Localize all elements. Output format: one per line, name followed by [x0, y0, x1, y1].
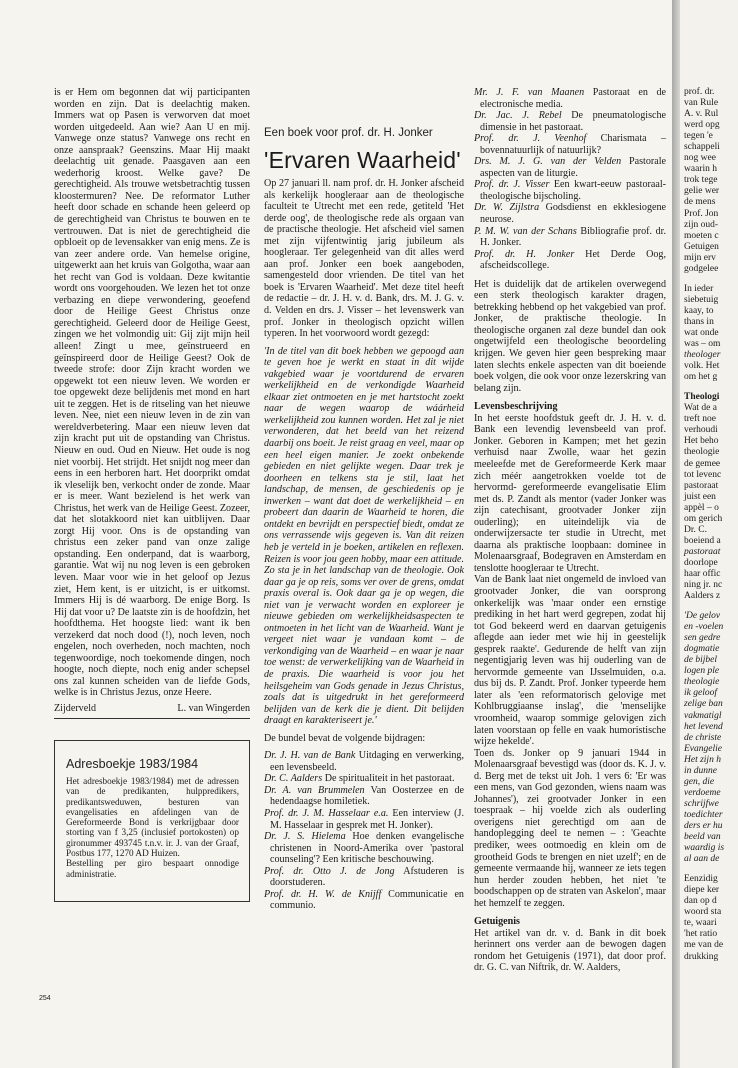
- contributions-list-b: [474, 87, 666, 272]
- section-heading-levensbeschrijving: Levensbeschrijving: [474, 401, 558, 413]
- contribution-item: Drs. M. J. G. van der Velden Pastorale aspecten van de liturgie.: [474, 156, 666, 179]
- middle-column: [264, 178, 464, 912]
- section-heading-getuigenis: Getuigenis: [474, 916, 520, 928]
- article-summary: Het is duidelijk dat de artikelen overwegend een sterk theologisch karakter dragen, betrekking hebbend op het vakgebied van prof. Jonker, de praktische theologie. In theologische organen zal deze bundel dan ook ongetwijfeld een theologische beoordeling krijgen. We geven hier geen bespreking maar laten slechts enkele aspecten van dit boeiende boek volgen, die ook voor onze lezerskring van belang zijn.: [474, 278, 666, 394]
- box-body: Het adresboekje 1983/1984) met de adressen van de predikanten, hulppredikers, predikantsweduwen, besturen van evangelisaties en afdelingen van de Gereformeerde Bond is verkrijgbaar door storting van f 3,25 (inclusief portokosten) op gironummer 493745 t.n.v. ir. J. van der Graaf, Postbus 177, 1270 AD Huizen.: [66, 776, 239, 859]
- contributions-list-a: [264, 750, 464, 912]
- contribution-item: Prof. dr. J. M. Hasselaar e.a. Een interview (J. M. Hasselaar in gesprek met H. Jonker).: [264, 807, 464, 831]
- article-kicker: Een boek voor prof. dr. H. Jonker: [264, 127, 433, 139]
- article-title: 'Ervaren Waarheid': [264, 147, 461, 173]
- contribution-item: P. M. W. van der Schans Bibliografie prof. dr. H. Jonker.: [474, 225, 666, 249]
- contribution-item: Dr. A. van Brummelen Van Oosterzee en de hedendaagse homiletiek.: [264, 784, 464, 808]
- magazine-page-right-cut: [680, 0, 738, 1068]
- article-quote: 'In de titel van dit boek hebben we gepoogd aan te geven hoe je werkt en staat in dit wijde vakgebied waar je voortdurend de ervaren werkelijkheid en de verkondigde Waarheid elkaar ziet ontmoeten en je met hartstocht zoekt naar de wegen waarop de wáárheid werkelijkheid zou kunnen worden. Het zal je niet verwonderen, dat het beeld van het reizend daarbij ons boeit. Je reist graag en veel, maar op een heel eigen manier. Je zoekt onbekende gebieden en niet gelijkte wegen. Daar trek je doorheen en telkens sta je stil, laat het landschap, de mensen, de geschiedenis op je inwerken – want dat doet de werkelijkheid – en probeert dan daarin de Waarheid te horen, die ontdekt en bevrijdt en perspectief biedt, omdat ze ons verrassende wijs gegeven is. Van dit reizen heb je verteld in je boeken, artikelen en reflexen. Reizen is voor jou geen hobby, maar een attitude. Zo sta je in het landschap van de theologie. Ook daar ga je op reis, soms ver over de grens, omdat praxis overal is. Ook daar ga je op wegen, die niet van je verwacht worden en exploreer je nieuwe gebieden om werkelijkheidsaspecten te ontmoeten in het licht van de Waarheid. Want je vergeet niet waar je vandaan komt – de verkondiging van de Waarheid – en waar je naar toe wenst: de verwerkelijking van de Waarheid in de praxis. Die waarheid is voor jou het heilsgeheim van Gods genade in Jezus Christus, zoals dat is uitgedrukt in het gereformeerd belijden van de kerk die je dient. Dit belijden draagt en karakteriseert je.': [264, 345, 464, 727]
- address-book-box: [54, 740, 250, 902]
- contributions-intro: De bundel bevat de volgende bijdragen:: [264, 732, 426, 744]
- section2-paragraph: Het artikel van dr. v. d. Bank in dit boek herinnert ons verder aan de bewogen dagen rondom het Getuigenis (1971), dat door prof. dr. G. C. van Niftrik, dr. W. Aalders,: [474, 927, 666, 974]
- article-intro: Op 27 januari ll. nam prof. dr. H. Jonker afscheid als kerkelijk hoogleraar aan de theologische faculteit te Utrecht met een rede, getiteld 'Het derde oog', de theologische rede als orgaan van de practische theologie. Het afscheid viel samen met zijn vijfentwintig jarig jubileum als hoogleraar. Ter gelegenheid van dit alles werd aan prof. Jonker een boek aangeboden, samengesteld door vrienden. De titel van het boek is 'Ervaren Waarheid'. Met deze titel heeft de redactie – dr. J. H. v. d. Bank, drs. M. J. G. v. d. Velden en drs. J. Visser – het levenswerk van prof. Jonker in theologisch opzicht willen typeren. In het voorwoord wordt gezegd:: [264, 178, 464, 340]
- contribution-item: Dr. J. S. Hielema Hoe denken evangelische christenen in Noord-Amerika over 'pastoral counseling'? Een kritische beschouwing.: [264, 831, 464, 866]
- box-note: Bestelling per giro bespaart onnodige administratie.: [66, 858, 239, 879]
- signature-place: Zijderveld: [54, 703, 97, 714]
- signature-line: [54, 703, 250, 714]
- divider: [54, 718, 250, 719]
- signature-author: L. van Wingerden: [177, 703, 250, 714]
- contribution-item: Prof. dr. Otto J. de Jong Afstuderen is doorstuderen.: [264, 865, 465, 889]
- meditation-paragraph: is er Hem om begonnen dat wij participanten worden en zijn. Dat is deelachtig maken. Immers wat op Pasen is verworven dat moet worden uitgedeeld. Aan wie? Aan U en mij. Vanwege onze status? Vanwege ons recht en onze aanspraak? Geenszins. Maar Hij maakt deelachtig uit genade. Paasgaven aan een wederhorig kroost. Welke gave? De gerechtigheid. Als trouwe wetsbetrachtig tussen kloostermuren? Nee. De reformator Luther heeft door schade en schande heen geleerd op de gerechtigheid van Christus te bouwen en te vertrouwen. Dat is niet de gerechtigheid die opbloeit op de levensakker van enig mens. Ze is van zeer andere orde. Van hemelse origine, uitgewerkt aan het kruis van Golgotha, waar aan het recht van God is voldaan. Deze kwitantie wordt ons voorgehouden. We lezen het tot onze verbazing en diepe verwondering, geoefend door de Heilige Geest Christus onze gerechtigheid. Geleerd door de Heilige Geest, zingen we het volmondig uit: Gij zijt mijn heil alleen! Zingt u mee, geïnstrueerd en geïnspireerd door de Heilige Geest? Ook de tweede strofe: door Zijn kracht worden we opgewekt tot een nieuw leven. We worden er toe opgewekt deze belijdenis met mond en hart uit te zeggen. Het is de ritseling van het nieuwe leven. Nee, niet een nieuw leven in de zin van wereldverbetering. Maar een nieuw leven dat zijn kracht put uit de opstanding van Christus. Nieuw en oud. Oud en Nieuw. Het oude is nog niet voorbij. Het strijdt. Het snijdt nog meer dan eens in een herboren hart. Het doorprikt omdat ik vleselijk ben, verkocht onder de zonde. Maar er is meer. Want bezielend is het werk van Christus, het werk van de Heilige Geest. Zozeer, dat het slotakkoord niet kan uitblijven. Daar zorgt Hij voor. Ons is de opstanding van christus een zeker pand van onze zalige opstanding. Een onderpand, dat is waarborg, garantie. Wat wij nu nog leven is een gebroken leven. Maar voor wie in het geloof op Jezus ziet, Hem kent, is er uitzicht, is er uitkomst. Immers Hij is dé waarborg. De enige Borg. Is Hij dat voor u? De laatste zin is de hoofdzin, het hoofdthema. Het hoogste lied: want ik ben verzekerd dat noch dood (!), noch leven, noch engelen, noch overheden, noch machten, noch tegenwoordige, noch toekomende dingen, noch hoogte, noch diepte, noch enig ander schepsel ons zal kunnen scheiden van de liefde Gods, welke is in Christus Jezus, onze Heere.: [54, 87, 250, 699]
- contribution-item: Prof. dr. J. Visser Een kwart-eeuw pastoraal-theologische bijscholing.: [474, 179, 666, 202]
- contribution-item: Dr. W. Zijlstra Godsdienst en ekklesiogene neurose.: [474, 202, 666, 226]
- contribution-item: Dr. Jac. J. Rebel De pneumatologische dimensie in het pastoraat.: [474, 110, 667, 133]
- left-column: [54, 87, 250, 699]
- next-page-column: prof. dr. van Rule A. v. Rul werd opg tegen 'e schappeli nog wee waarin h trok tege gelie wer de mens Prof. Jon zijn oud- moeten c Getuigen mijn erv godgelee In ieder siebetuig kaay, to thans in wat onde was – om theologer volk. Het om het g Theologi Wat de a treft noe verhoudi Het beho theologie de gemee tot levenc pastoraat juist een appèl – o om gerich Dr. C. boeiend a pastoraat doorlope haar offic ning jr. nc Aalders z 'De gelov en -voelen sen gedre dogmatie de bijbel logen ple theologie ik geloof zelige ban vakmatigl het levend de christe Evangelie Het zijn h in dunne gen, die verdoeme schrijfwe toedichter ders er hu beeld van waardig is al aan de Eenzidig diepe ker dan op d woord sta te, waari 'het ratio me van de drukking: [684, 87, 738, 963]
- contribution-item: Prof. dr. J. Veenhof Charismata – bovennatuurlijk of natuurlijk?: [474, 133, 666, 156]
- contribution-item: Prof. dr. H. W. de Knijff Communicatie en communio.: [264, 888, 464, 912]
- contribution-item: Mr. J. F. van Maanen Pastoraat en de electronische media.: [474, 87, 666, 110]
- section1-paragraph: Toen ds. Jonker op 9 januari 1944 in Molenaarsgraaf bevestigd was (door ds. K. J. v. d. Berg met de tekst uit Joh. 1 vers 6: 'Er was een mens, van God gezonden, wiens naam was Johannes'), zei grootvader Jonker in een toespraak – hij voelde zich als ouderling overigens niet gerechtigd om aan de handoplegging deel te nemen – : 'Geachte prediker, wees ootmoedig en klein om de grootheid Gods te brengen en niet uzelf'; en de gemeente vermaande hij, wanneer ze iets tegen hun herder zouden hebben, het niet 'te boodschappen op de straten van Askelon', maar het hemzelf te zeggen.: [474, 747, 666, 909]
- box-title: Adresboekje 1983/1984: [66, 757, 199, 771]
- contribution-item: Prof. dr. H. Jonker Het Derde Oog, afscheidscollege.: [474, 248, 666, 272]
- next-page-heading: Theologi: [684, 392, 720, 403]
- contribution-item: Dr. C. Aalders De spiritualiteit in het pastoraat.: [264, 773, 455, 785]
- page-fold: [672, 0, 680, 1068]
- contribution-item: Dr. J. H. van de Bank Uitdaging en verwerking, een levensbeeld.: [264, 750, 464, 773]
- section1-paragraph: In het eerste hoofdstuk geeft dr. J. H. v. d. Bank een levendig levensbeeld van prof. Jonker. Geboren in Kampen; met het gezin verhuisd naar Zwolle, waar het gezin meeleefde met de Gereformeerde Kerk maar zich méér aangetrokken voelde tot de hervormd- gereformeerde evangelisatie Elim met ds. P. Zandt als mentor (vader Jonker was zijn catechisant, grootvader Jonker zijn ouderling); en uiteindelijk via de onderwijzersacte ter studie in Utrecht, met daarna als praktische loopbaan: dominee in Molenaarsgraaf, Bodegraven en Amsterdam en tenslotte hoogleraar te Utrecht.: [474, 412, 666, 574]
- section1-paragraph: Van de Bank laat niet ongemeld de invloed van grootvader Jonker, die van oorsprong onkerkelijk was 'maar onder een ernstige prediking in het hart werd gegrepen, zodat hij tot God bekeerd werd en daarvan getuigenis aflegde aan ieder met wie hij in geestelijk gesprek raakte'. Gedurende de helft van zijn negentigjarig leven was hij ouderling van de hervormde gemeente van IJsselmuiden, o.a. dus bij ds. P. Zandt. Prof. Jonker typeerde hem later als 'een reformatorisch gelovige met Kohlbruggiaanse inslag', die 'menselijke vroomheid, waarop sommige gelovigen zich laten voorstaan op felle en vaak humoristische wijze hekelde'.: [474, 574, 666, 748]
- right-column: [474, 87, 666, 974]
- page-number: 254: [39, 995, 51, 1002]
